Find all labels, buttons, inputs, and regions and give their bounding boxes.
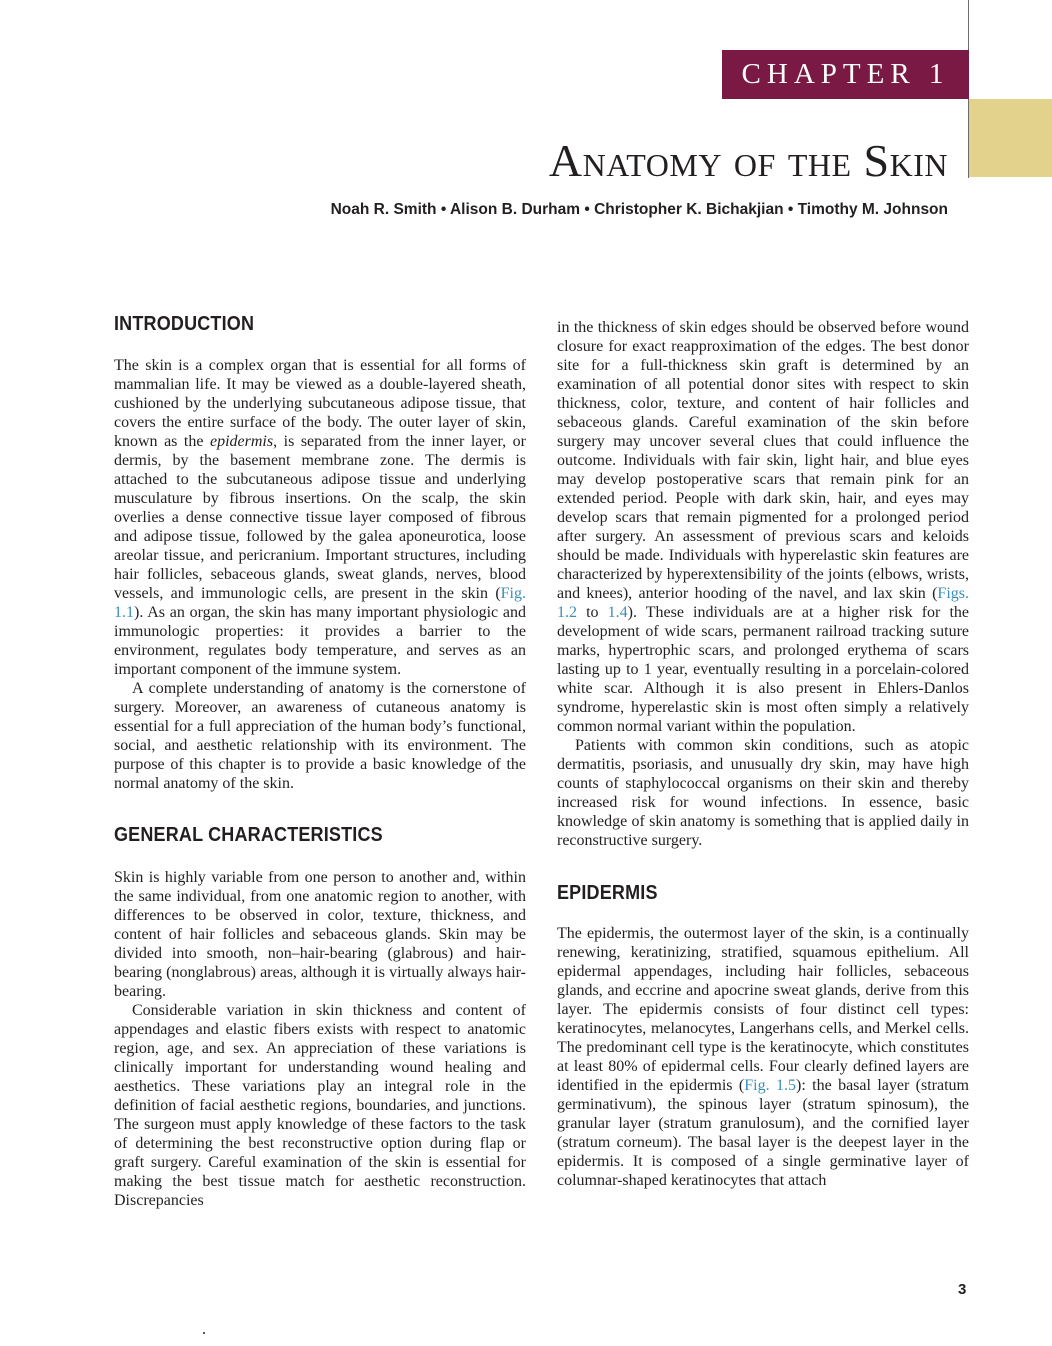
intro-paragraph-2: A complete understanding of anatomy is the cornerstone of surgery. Moreover, an awareness of cutaneous anatomy is essential for a full appreciation of the human body’s functional, social, and aesthetic relationship with its environment. The purpose of this chapter is to provide a basic knowledge of the normal anatomy of the skin.: [114, 680, 526, 792]
emphasis-epidermis: epidermis: [210, 433, 274, 450]
text-run: , is separated from the inner layer, or dermis, by the basement membrane zone. The dermis is attached to the subcutaneous adipose tissue and underlying musculature by fibrous insertions. On the scalp, the skin overlies a dense connective tissue layer composed of fibrous and adipose tissue, followed by the galea aponeurotica, loose areolar tissue, and pericranium. Important structures, including hair follicles, sebaceous glands, sweat glands, nerves, blood vessels, and immunologic cells, are present in the skin (: [114, 433, 527, 602]
figure-reference-link[interactable]: Fig. 1.1: [114, 585, 526, 621]
general-paragraph-3: [557, 318, 969, 736]
chapter-title: Anatomy of the Skin: [548, 135, 948, 186]
intro-paragraph-1: [114, 356, 526, 679]
right-column: [557, 318, 969, 1190]
general-paragraph-1: Skin is highly variable from one person to another and, within the same individual, from one anatomic region to another, with differences to be observed in color, texture, thickness, and content of hair follicles and sebaceous glands. Skin may be divided into smooth, non–hair-bearing (glabrous) and hair-bearing (nonglabrous) areas, although it is virtually always hair-bearing.: [114, 869, 526, 1000]
figure-reference-link[interactable]: Fig. 1.5: [744, 1077, 796, 1094]
authors-line: Noah R. Smith • Alison B. Durham • Christopher K. Bichakjian • Timothy M. Johnson: [330, 201, 948, 218]
chapter-label: CHAPTER 1: [722, 50, 969, 99]
left-column: [114, 313, 526, 1210]
page-number: 3: [958, 1281, 967, 1298]
text-run: ). As an organ, the skin has many important physiologic and immunologic properties: it provides a barrier to the environment, regulates body temperature, and serves as an important component of the immune system.: [114, 604, 526, 678]
text-run: to: [577, 604, 608, 621]
text-run: ): the basal layer (stratum germinativum), the spinous layer (stratum spinosum), the granular layer (stratum granulosum), and the cornified layer (stratum corneum). The basal layer is the deepest layer in the epidermis. It is composed of a single germinative layer of columnar-shaped keratinocytes that attach: [557, 1077, 969, 1189]
heading-general-characteristics: GENERAL CHARACTERISTICS: [114, 824, 383, 846]
text-run: The epidermis, the outermost layer of the skin, is a continually renewing, keratinizing, stratified, squamous epithelium. All epidermal appendages, including hair follicles, sebaceous glands, and eccrine and apocrine sweat glands, derive from this layer. The epidermis consists of four distinct cell types: keratinocytes, melanocytes, Langerhans cells, and Merkel cells. The predominant cell type is the keratinocyte, which constitutes at least 80% of epidermal cells. Four clearly defined layers are identified in the epidermis (: [557, 925, 969, 1094]
figure-reference-link[interactable]: Figs. 1.2: [557, 585, 969, 621]
heading-introduction: INTRODUCTION: [114, 313, 255, 335]
speck-mark: [203, 1332, 205, 1334]
figure-reference-link[interactable]: 1.4: [607, 604, 628, 621]
epidermis-paragraph-1: [557, 924, 969, 1190]
general-paragraph-4: Patients with common skin conditions, such as atopic dermatitis, psoriasis, and unusually dry skin, may have high counts of staphylococcal organisms on their skin and thereby increased risk for wound infections. In essence, basic knowledge of skin anatomy is something that is applied daily in reconstructive surgery.: [557, 737, 969, 849]
text-run: in the thickness of skin edges should be observed before wound closure for exact reapproximation of the edges. The best donor site for a full-thickness skin graft is determined by an examination of all potential donor sites with respect to skin thickness, color, texture, and content of hair follicles and sebaceous glands. Careful examination of the skin before surgery may uncover several clues that could influence the outcome. Individuals with fair skin, light hair, and blue eyes may develop postoperative scars that remain pink for an extended period. People with dark skin, hair, and eyes may develop scars that remain pigmented for a prolonged period after surgery. An assessment of previous scars and keloids should be made. Individuals with hyperelastic skin features are characterized by hyperextensibility of the joints (elbows, wrists, and knees), anterior hooding of the navel, and lax skin (: [557, 319, 969, 602]
text-run: ). These individuals are at a higher risk for the development of wide scars, permanent railroad tracking suture marks, hypertrophic scars, and prolonged erythema of scars lasting up to 1 year, eventually resulting in a porcelain-colored white scar. Although it is also present in Ehlers-Danlos syndrome, hyperelastic skin is most often simply a relatively common normal variant within the population.: [557, 604, 970, 735]
text-run: The skin is a complex organ that is essential for all forms of mammalian life. It may be viewed as a double-layered sheath, cushioned by the underlying subcutaneous adipose tissue, that covers the entire surface of the body. The outer layer of skin, known as the: [114, 357, 526, 450]
heading-epidermis: EPIDERMIS: [557, 882, 658, 904]
general-paragraph-2: Considerable variation in skin thickness and content of appendages and elastic fibers exists with respect to anatomic region, age, and sex. An appreciation of these variations is clinically important for understanding wound healing and aesthetics. These variations play an integral role in the definition of facial aesthetic regions, boundaries, and junctions. The surgeon must apply knowledge of these factors to the task of determining the best reconstructive option during flap or graft surgery. Careful examination of the skin is essential for making the best tissue match for aesthetic reconstruction. Discrepancies: [114, 1002, 526, 1209]
chapter-tab-decoration: [969, 99, 1052, 177]
